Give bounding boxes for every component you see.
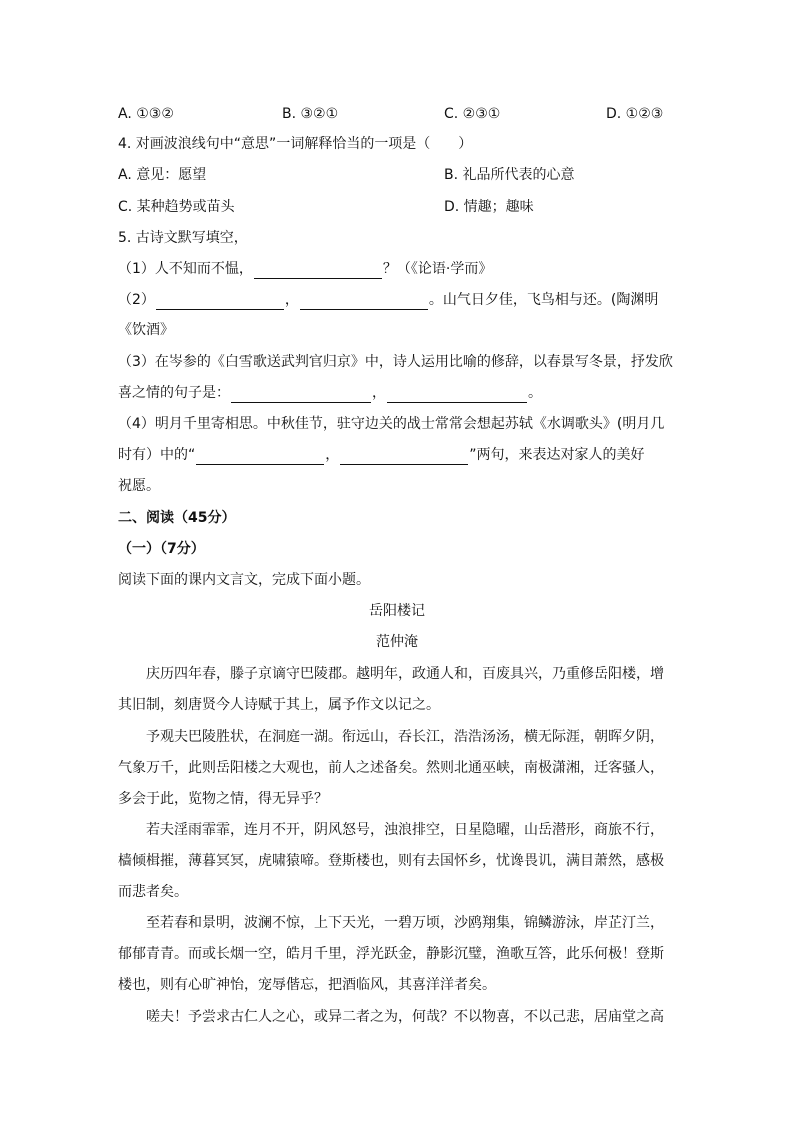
q5-sub4-tail: ”两句，来表达对家人的美好 <box>469 447 645 463</box>
passage-line: 樯倾楫摧，薄暮冥冥，虎啸猿啼。登斯楼也，则有去国怀乡，忧谗畏讥，满目萧然，感极 <box>118 853 664 869</box>
q5-sub4-line3: 祝愿。 <box>118 478 160 494</box>
section-heading: 二、阅读（45分） <box>118 510 236 526</box>
q5-sub3-line2 <box>118 383 542 403</box>
q3-option-b: B. ③②① <box>282 106 339 122</box>
q3-option-c: C. ②③① <box>444 106 501 122</box>
q3-option-a: A. ①③② <box>118 106 174 122</box>
q5-sub2-source: 《饮酒》 <box>118 322 174 338</box>
answer-blank[interactable] <box>196 448 324 465</box>
q5-sub3-end: 。 <box>528 385 542 401</box>
q5-sub4-text: 时有）中的“ <box>118 447 196 463</box>
q5-sub2 <box>118 290 658 310</box>
subsection-heading: （一）（7分） <box>118 541 205 557</box>
passage-line: 而悲者矣。 <box>118 884 188 900</box>
q3-option-d: D. ①②③ <box>606 106 664 122</box>
q5-sub2-sep: ， <box>284 292 299 308</box>
passage-line: 气象万千，此则岳阳楼之大观也，前人之述备矣。然则北通巫峡，南极潇湘，迁客骚人， <box>118 760 664 776</box>
q5-sub4-sep: ， <box>325 447 340 463</box>
q4-option-d: D. 情趣；趣味 <box>444 199 534 215</box>
passage-line: 予观夫巴陵胜状，在洞庭一湖。衔远山，吞长江，浩浩汤汤，横无际涯，朝晖夕阴， <box>146 729 664 745</box>
q5-sub4-line1: （4）明月千里寄相思。中秋佳节，驻守边关的战士常常会想起苏轼《水调歌头》(明月几 <box>118 416 665 432</box>
q5-sub3-text: 喜之情的句子是： <box>118 385 230 401</box>
q4-option-b: B. 礼品所代表的心意 <box>444 167 575 183</box>
passage-line: 其旧制，刻唐贤今人诗赋于其上，属予作文以记之。 <box>118 697 440 713</box>
q5-sub1 <box>118 259 492 279</box>
q5-sub1-source: ？（《论语·学而》 <box>382 261 493 277</box>
passage-line: 郁郁青青。而或长烟一空，皓月千里，浮光跃金，静影沉璧，渔歌互答，此乐何极！登斯 <box>118 946 664 962</box>
answer-blank[interactable] <box>387 386 527 403</box>
q5-sub3-sep: ， <box>372 385 386 401</box>
q4-stem: 4. 对画波浪线句中“意思”一词解释恰当的一项是（ ） <box>118 136 473 152</box>
answer-blank[interactable] <box>231 386 371 403</box>
q5-sub3-line1: （3）在岑参的《白雪歌送武判官归京》中，诗人运用比喻的修辞，以春景写冬景，抒发欣 <box>118 354 673 370</box>
answer-blank[interactable] <box>254 262 382 279</box>
answer-blank[interactable] <box>156 293 284 310</box>
passage-line: 嗟夫！予尝求古仁人之心，或异二者之为，何哉？不以物喜，不以己悲，居庙堂之高 <box>146 1009 664 1025</box>
answer-blank[interactable] <box>300 293 428 310</box>
q5-sub1-text: （1）人不知而不愠， <box>118 261 253 277</box>
q5-sub4-line2 <box>118 445 645 465</box>
instruction: 阅读下面的课内文言文，完成下面小题。 <box>118 572 370 588</box>
answer-blank[interactable] <box>340 448 468 465</box>
passage-line: 至若春和景明，波澜不惊，上下天光，一碧万顷，沙鸥翔集，锦鳞游泳，岸芷汀兰， <box>146 915 664 931</box>
passage-title: 岳阳楼记 <box>369 603 425 619</box>
q5-sub2-text: 。山气日夕佳，飞鸟相与还。(陶渊明 <box>428 292 659 308</box>
passage-line: 多会于此，览物之情，得无异乎？ <box>118 791 328 807</box>
q5-sub2-num: （2） <box>118 292 155 308</box>
passage-line: 楼也，则有心旷神怡，宠辱偕忘，把酒临风，其喜洋洋者矣。 <box>118 977 496 993</box>
passage-line: 若夫淫雨霏霏，连月不开，阴风怒号，浊浪排空，日星隐曜，山岳潜形，商旅不行， <box>146 822 664 838</box>
passage-line: 庆历四年春，滕子京谪守巴陵郡。越明年，政通人和，百废具兴，乃重修岳阳楼，增 <box>146 666 664 682</box>
q4-option-a: A. 意见：愿望 <box>118 167 207 183</box>
q5-stem: 5. 古诗文默写填空， <box>118 230 248 246</box>
passage-author: 范仲淹 <box>376 634 418 650</box>
q4-option-c: C. 某种趋势或苗头 <box>118 199 235 215</box>
